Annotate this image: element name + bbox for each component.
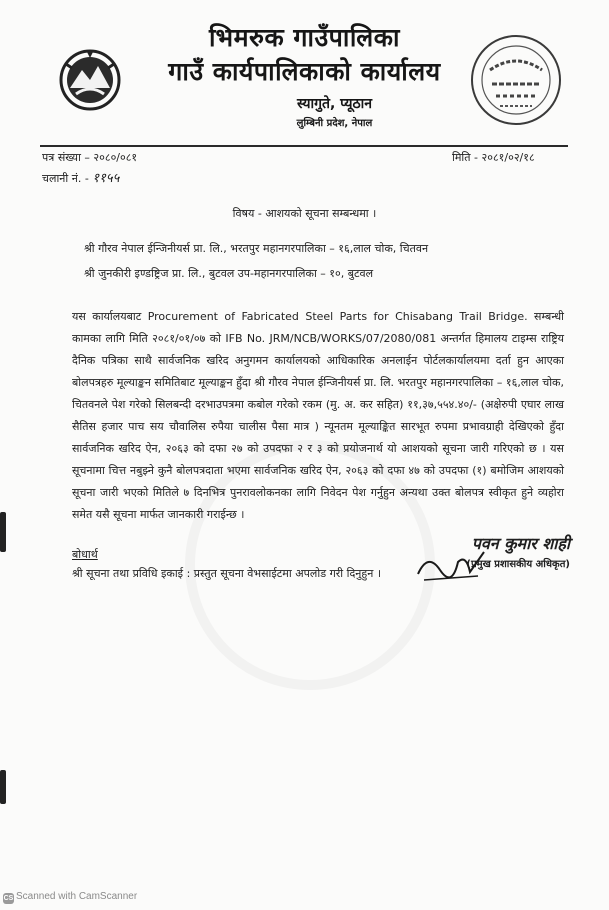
letterhead-office-name: गाउँ कार्यपालिकाको कार्यालय	[168, 57, 441, 86]
handwritten-signature-icon	[414, 544, 494, 584]
scan-edge-mark	[0, 770, 6, 804]
watermark-text: Scanned with CamScanner	[16, 891, 138, 902]
chalani-label: चलानी नं. -	[42, 172, 89, 185]
addressee-line: श्री जुनकीरी इण्डष्ट्रिज प्रा. लि., बुटवल उप-महानगरपालिका – १०, बुटवल	[84, 267, 374, 280]
cc-recipient-line: श्री सूचना तथा प्रविधि इकाई : प्रस्तुत सूचना वेभसाईटमा अपलोड गरी दिनुहुन ।	[72, 567, 382, 580]
scanner-watermark	[3, 891, 137, 904]
signatory-title: (प्रमुख प्रशासकीय अधिकृत)	[466, 559, 570, 570]
letterhead-province: लुम्बिनी प्रदेश, नेपाल	[296, 118, 373, 129]
addressee-line: श्री गौरव नेपाल ईन्जिनीयर्स प्रा. लि., भरतपुर महानगरपालिका – १६,लाल चोक, चितवन	[84, 242, 429, 255]
cc-heading: बोधार्थ	[72, 548, 98, 561]
signatory-name: पवन कुमार शाही	[471, 534, 570, 553]
letter-date: मिति - २०८१/०२/१८	[452, 151, 535, 164]
letter-reference-number: पत्र संख्या – २०८०/०८१	[42, 151, 138, 164]
header-divider	[40, 145, 568, 147]
chalani-handwritten-value: ११५५	[92, 171, 120, 186]
letterhead-municipality-name: भिमरुक गाउँपालिका	[209, 23, 400, 52]
camscanner-logo-icon: CS	[3, 895, 14, 902]
chalani-number	[42, 168, 119, 186]
signature-block	[420, 532, 570, 570]
scan-edge-mark	[0, 512, 6, 552]
letter-subject: विषय - आशयको सूचना सम्बन्धमा ।	[232, 207, 377, 220]
notice-body-paragraph: यस कार्यालयबाट Procurement of Fabricated Steel Parts for Chisabang Trail Bridge. सम्बन्धी कामका लागि मिति २०८१/०१/०७ को IFB No. JRM/NCB/WORKS/07/2080/081 अन्तर्गत हिमालय टाइम्स राष्ट्रिय दैनिक पत्रिका साथै सार्वजनिक खरिद अनुगमन कार्यालयको आधिकारिक अनलाईन पोर्टलकार्यालयमा दर्ता हुन आएका बोलपत्रहरु मूल्याङ्कन समितिबाट मूल्याङ्कन हुँदा श्री गौरव नेपाल ईन्जिनीयर्स प्रा. लि. भरतपुर महानगरपालिका – १६,लाल चोक, चितवनले पेश गरेको सिलबन्दी दरभाउपत्रमा कबोल गरेको रकम (मु. अ. कर सहित) ११,३७,५५४.४०/- (अक्षेरुपी एघार लाख सैतिस हजार पाच सय चौवालिस रुपैया चालीस पैसा मात्र ) न्यूनतम मूल्याङ्कित सारभूत रुपमा प्रभावग्राही देखिएको हुँदा सार्वजनिक खरिद ऐन, २०६३ को दफा २७ को उपदफा २ र ३ को प्रयोजनार्थ यो आशयको सूचना जारी गरिएको छ । यस सूचनामा चित्त नबुझ्ने कुनै बोलपत्रदाता भएमा सार्वजनिक खरिद ऐन, २०६३ को दफा ४७ को उपदफा (१) बमोजिम आशयको सूचना जारी भएको मितिले ७ दिनभित्र पुनरावलोकनका लागि निवेदन पेश गर्नुहुन अन्यथा उक्त बोलपत्र स्वीकृत हुने व्यहोरा समेत यसै सूचना मार्फत जानकारी गराईन्छ ।	[72, 310, 564, 521]
letterhead-location: स्यागुते, प्यूठान	[296, 96, 373, 112]
